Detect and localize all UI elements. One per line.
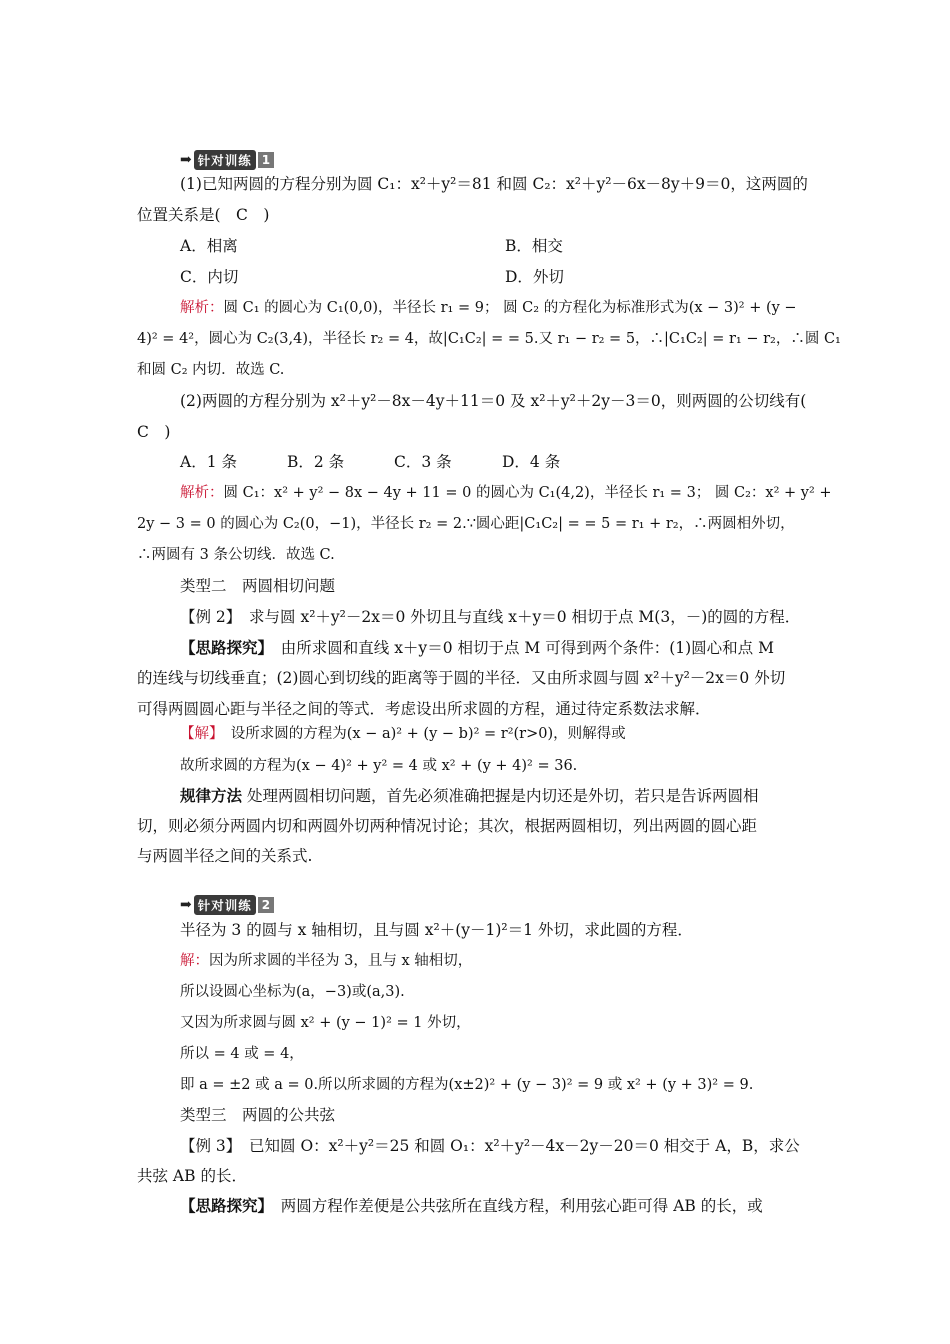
- analysis-2-line-2: 2y − 3 = 0 的圆心为 C₂(0，−1)，半径长 r₂ = 2.∵圆心距|C₁C₂| = = 5 = r₁ + r₂，∴两圆相外切，: [137, 516, 795, 532]
- option-b: B．相交: [505, 237, 563, 255]
- section-heading-type-2: 类型二 两圆相切问题: [180, 577, 336, 595]
- analysis-1-line-2: 4)² = 4²，圆心为 C₂(3,4)，半径长 r₂ = 4，故|C₁C₂| = = 5.又 r₁ − r₂ = 5，∴|C₁C₂| = r₁ − r₂，∴圆 C₁: [137, 331, 841, 347]
- question-1-line-2: 位置关系是( C ): [137, 206, 270, 224]
- option-c: C．内切: [180, 268, 239, 286]
- idea-tag: 【思路探究】: [180, 1196, 266, 1215]
- solution-text: 设所求圆的方程为(x − a)² + (y − b)² = r²(r>0)，则解得或: [216, 726, 626, 742]
- idea-2-line-2: 的连线与切线垂直；(2)圆心到切线的距离等于圆的半径．又由所求圆与圆 x²＋y²－2x＝0 外切: [137, 669, 786, 687]
- analysis-1-line-1: [180, 297, 797, 319]
- example-tag: 【例 2】: [180, 608, 234, 626]
- practice-2-solution-line-1: [180, 950, 472, 972]
- analysis-2-line-1: [180, 482, 832, 504]
- option-a: A．1 条: [180, 453, 237, 471]
- option-c: C．3 条: [394, 453, 452, 471]
- idea-text: 两圆方程作差便是公共弦所在直线方程，利用弦心距可得 AB 的长，或: [265, 1197, 763, 1215]
- method-text: 处理两圆相切问题，首先必须准确把握是内切还是外切，若只是告诉两圆相: [242, 787, 759, 805]
- analysis-label: 解析：: [180, 485, 224, 501]
- practice-2-solution-line-4: 所以 = 4 或 = 4，: [180, 1046, 304, 1062]
- idea-3-line-1: [180, 1195, 763, 1217]
- method-line-2: 切，则必须分两圆内切和两圆外切两种情况讨论；其次，根据两圆相切，列出两圆的圆心距: [137, 817, 758, 835]
- option-a: A．相离: [180, 237, 238, 255]
- badge-label: 针对训练: [194, 150, 256, 170]
- example-2: [180, 606, 800, 628]
- practice-2-solution-line-2: 所以设圆心坐标为(a，−3)或(a,3).: [180, 984, 405, 1000]
- analysis-text: 圆 C₁：x² + y² − 8x − 4y + 11 = 0 的圆心为 C₁(4,2)，半径长 r₁ = 3； 圆 C₂：x² + y² +: [223, 485, 832, 501]
- question-2-line-2: C ): [137, 423, 171, 441]
- example-3-line-2: 共弦 AB 的长．: [137, 1167, 247, 1185]
- arrow-icon: ➡: [180, 897, 192, 913]
- example-tag: 【例 3】: [180, 1137, 234, 1155]
- option-d: D．4 条: [502, 453, 561, 471]
- example-text: 已知圆 O：x²＋y²＝25 和圆 O₁：x²＋y²－4x－2y－20＝0 相交于 A，B，求公: [233, 1137, 800, 1155]
- idea-tag: 【思路探究】: [180, 638, 266, 657]
- solution-2-line-1: [180, 723, 626, 745]
- analysis-1-line-3: 和圆 C₂ 内切．故选 C.: [137, 362, 285, 378]
- method-tag: 规律方法: [180, 787, 243, 805]
- idea-2-line-1: [180, 637, 774, 659]
- practice-badge-2: [180, 896, 274, 914]
- practice-2-solution-line-3: 又因为所求圆与圆 x² + (y − 1)² = 1 外切，: [180, 1015, 471, 1031]
- example-3-line-1: [180, 1135, 800, 1157]
- option-d: D．外切: [505, 268, 564, 286]
- solution-label: 解：: [180, 953, 209, 969]
- method-line-3: 与两圆半径之间的关系式.: [137, 847, 313, 865]
- idea-text: 由所求圆和直线 x＋y＝0 相切于点 M 可得到两个条件：(1)圆心和点 M: [265, 639, 774, 657]
- analysis-2-line-3: ∴两圆有 3 条公切线．故选 C.: [137, 547, 335, 563]
- analysis-label: 解析：: [180, 300, 224, 316]
- solution-tag: 【解】: [180, 726, 217, 742]
- section-heading-type-3: 类型三 两圆的公共弦: [180, 1106, 336, 1124]
- badge-number: 1: [258, 152, 274, 168]
- practice-2-solution-line-5: 即 a = ±2 或 a = 0.所以所求圆的方程为(x±2)² + (y − 3)² = 9 或 x² + (y + 3)² = 9.: [180, 1077, 754, 1093]
- example-text: 求与圆 x²＋y²－2x＝0 外切且与直线 x＋y＝0 相切于点 M(3，－)的圆的方程．: [233, 608, 801, 626]
- analysis-text: 圆 C₁ 的圆心为 C₁(0,0)，半径长 r₁ = 9； 圆 C₂ 的方程化为标准形式为(x − 3)² + (y −: [223, 300, 797, 316]
- method-line-1: [180, 785, 758, 807]
- question-2-line-1: (2)两圆的方程分别为 x²＋y²－8x－4y＋11＝0 及 x²＋y²＋2y－3＝0，则两圆的公切线有(: [180, 392, 807, 410]
- question-1-line-1: (1)已知两圆的方程分别为圆 C₁：x²＋y²＝81 和圆 C₂：x²＋y²－6x－8y＋9＝0，这两圆的: [180, 175, 808, 193]
- practice-2-question: 半径为 3 的圆与 x 轴相切，且与圆 x²＋(y－1)²＝1 外切，求此圆的方程．: [180, 921, 693, 939]
- badge-number: 2: [258, 897, 274, 913]
- badge-label: 针对训练: [194, 895, 256, 915]
- practice-badge-1: [180, 151, 274, 169]
- solution-2-line-2: 故所求圆的方程为(x − 4)² + y² = 4 或 x² + (y + 4)² = 36.: [180, 758, 578, 774]
- arrow-icon: ➡: [180, 152, 192, 168]
- option-b: B．2 条: [287, 453, 345, 471]
- idea-2-line-3: 可得两圆圆心距与半径之间的等式．考虑设出所求圆的方程，通过待定系数法求解．: [137, 700, 711, 718]
- solution-text: 因为所求圆的半径为 3，且与 x 轴相切，: [209, 953, 473, 969]
